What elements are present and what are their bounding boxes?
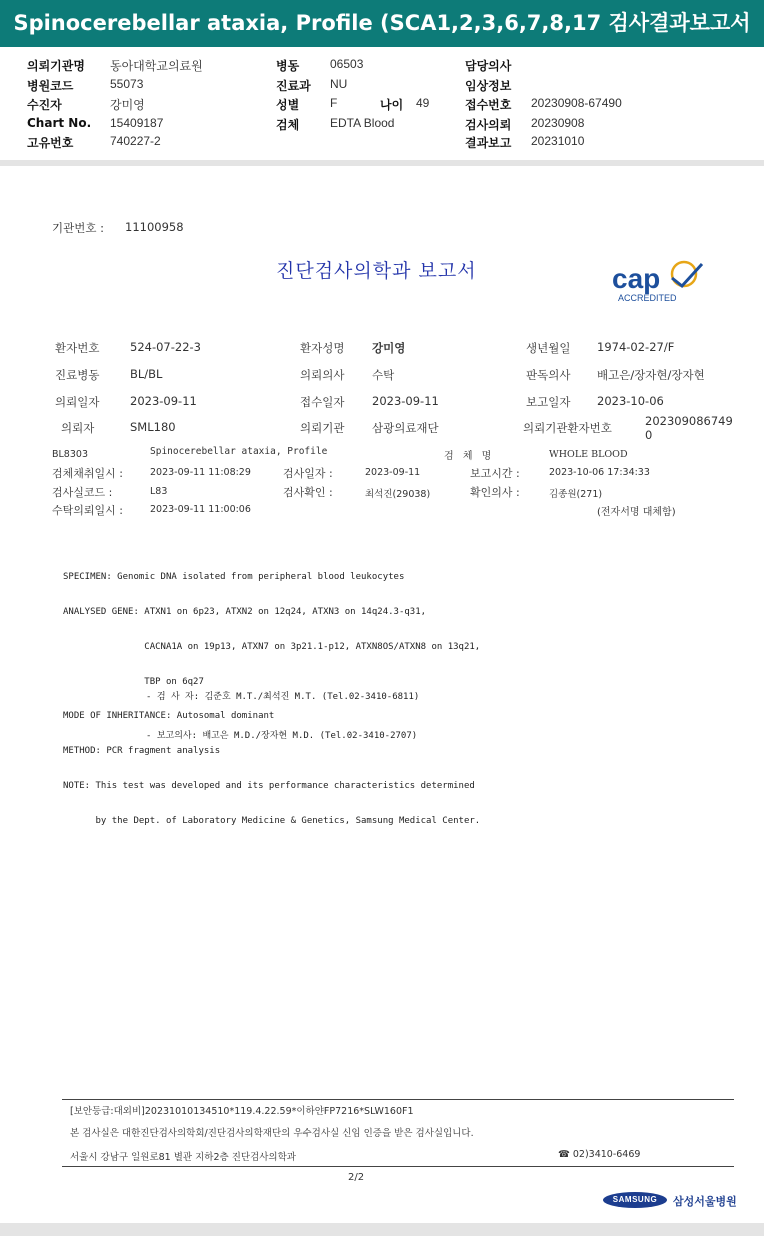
label-patient-name: 환자성명 <box>300 341 345 355</box>
value-age: 49 <box>416 96 430 110</box>
specimen-value: WHOLE BLOOD <box>549 449 628 460</box>
label-result-date: 결과보고 <box>465 136 512 150</box>
value-ordering-doctor: 수탁 <box>372 368 395 382</box>
label-doctor: 담당의사 <box>465 59 512 73</box>
label-sex: 성별 <box>276 98 300 112</box>
value-receipt-date: 2023-09-11 <box>372 394 439 408</box>
value-accession-no: 20230908-67490 <box>531 96 622 110</box>
value-referral-time: 2023-09-11 11:00:06 <box>150 504 251 515</box>
label-hospital-code: 병원코드 <box>27 79 74 93</box>
label-patient-no: 환자번호 <box>55 341 100 355</box>
signature-note: (전자서명 대체함) <box>597 507 676 518</box>
body-line: CACNA1A on 19p13, ATXN7 on 3p21.1-p12, ATXN8OS/ATXN8 on 13q21, <box>63 641 481 652</box>
footer-bottom-rule <box>62 1166 734 1167</box>
value-patient: 강미영 <box>110 98 145 112</box>
body-line: METHOD: PCR fragment analysis <box>63 746 221 757</box>
label-confirm-doctor: 확인의사 : <box>470 486 520 499</box>
page-number: 2/2 <box>348 1172 365 1183</box>
value-report-date: 2023-10-06 <box>597 394 664 408</box>
label-specimen: 검체 <box>276 118 300 132</box>
body-line: ANALYSED GENE: ATXN1 on 6p23, ATXN2 on 12q24, ATXN3 on 14q24.3-q31, <box>63 606 427 617</box>
label-accession-no: 접수번호 <box>465 98 512 112</box>
label-institution: 의뢰기관명 <box>27 59 85 73</box>
scanned-report-page <box>0 166 764 1223</box>
cap-logo-word: cap <box>612 263 661 294</box>
value-institution: 동아대학교의료원 <box>110 59 203 73</box>
test-name: Spinocerebellar ataxia, Profile <box>150 446 328 457</box>
label-chart-no: Chart No. <box>27 116 92 130</box>
specimen-label: 검 체 명 <box>444 451 495 462</box>
value-request-date: 20230908 <box>531 116 585 130</box>
label-request-date: 검사의뢰 <box>465 118 512 132</box>
value-patient-no: 524-07-22-3 <box>130 340 201 354</box>
label-test-confirm: 검사확인 : <box>283 486 333 499</box>
label-test-date: 검사일자 : <box>283 467 333 480</box>
body-line: MODE OF INHERITANCE: Autosomal dominant <box>63 711 275 722</box>
label-reading-doctor: 판독의사 <box>526 368 571 382</box>
body-line: SPECIMEN: Genomic DNA isolated from peripheral blood leukocytes <box>63 572 405 583</box>
label-patient: 수진자 <box>27 98 62 112</box>
footer-top-rule <box>62 1099 734 1100</box>
label-requesting-institution: 의뢰기관 <box>300 421 345 435</box>
value-chart-no: 15409187 <box>110 116 164 130</box>
value-result-date: 20231010 <box>531 134 585 148</box>
value-test-confirm: 최석진(29038) <box>365 489 431 500</box>
value-reading-doctor: 배고은/장자현/장자현 <box>597 368 705 382</box>
value-institution-patient-no: 202309086749 <box>645 414 733 428</box>
label-ordering-doctor: 의뢰의사 <box>300 368 345 382</box>
value-hospital-code: 55073 <box>110 77 144 91</box>
value-report-time: 2023-10-06 17:34:33 <box>549 467 650 478</box>
value-unique-no: 740227-2 <box>110 134 161 148</box>
label-receipt-date: 접수일자 <box>300 395 345 409</box>
cap-accredited-text: ACCREDITED <box>618 293 677 303</box>
value-collection-time: 2023-09-11 11:08:29 <box>150 467 251 478</box>
report-title: 진단검사의학과 보고서 <box>276 260 477 282</box>
staff-block <box>146 665 419 769</box>
phone-line: ☎ 02)3410-6469 <box>558 1149 641 1160</box>
label-order-date: 의뢰일자 <box>55 395 100 409</box>
body-line: TBP on 6q27 <box>63 676 204 687</box>
staff-tester-line: - 검 사 자: 김준호 M.T./최석진 M.T. (Tel.02-3410-6811) <box>146 692 420 702</box>
samsung-hospital-logo <box>603 1190 735 1210</box>
value-test-date: 2023-09-11 <box>365 467 421 478</box>
address-line: 서울시 강남구 일원로81 별관 지하2층 진단검사의학과 <box>70 1152 296 1163</box>
label-lab-code: 검사실코드 : <box>52 486 113 499</box>
label-clinical-info: 임상정보 <box>465 79 512 93</box>
label-department: 진료과 <box>276 79 311 93</box>
samsung-wordmark: SAMSUNG <box>603 1192 667 1208</box>
label-collection-time: 검체채취일시 : <box>52 467 123 480</box>
institution-no: 11100958 <box>125 220 184 234</box>
label-report-date: 보고일자 <box>526 395 571 409</box>
label-referral-time: 수탁의뢰일시 : <box>52 504 123 517</box>
value-order-date: 2023-09-11 <box>130 394 197 408</box>
hospital-name: 삼성서울병원 <box>673 1195 737 1208</box>
security-line: [보안등급:대외비]20231010134510*119.4.22.59*이하얀FP7216*SLW160F1 <box>70 1106 414 1117</box>
label-age: 나이 <box>380 98 404 112</box>
value-sex: F <box>330 96 338 110</box>
value-requesting-institution: 삼광의료재단 <box>372 421 439 435</box>
value-institution-patient-no-cont: 0 <box>645 428 653 442</box>
certification-line: 본 검사실은 대한진단검사의학회/진단검사의학재단의 우수검사실 신임 인증을 받은 검사실입니다. <box>70 1128 474 1139</box>
page-bottom-gap <box>0 1223 764 1236</box>
value-requester: SML180 <box>130 420 176 434</box>
value-patient-name: 강미영 <box>372 341 406 355</box>
label-birthdate: 생년월일 <box>526 341 571 355</box>
value-ward: BL/BL <box>130 367 163 381</box>
test-code: BL8303 <box>52 449 88 460</box>
body-line: NOTE: This test was developed and its performance characteristics determined <box>63 780 475 791</box>
label-institution-patient-no: 의뢰기관환자번호 <box>523 421 612 435</box>
report-header-title: Spinocerebellar ataxia, Profile (SCA1,2,3,6,7,8,17 검사결과보고서 <box>0 0 764 47</box>
label-requester: 의뢰자 <box>61 421 95 435</box>
value-confirm-doctor: 김종원(271) <box>549 489 603 500</box>
value-lab-code: L83 <box>150 486 168 497</box>
staff-reporter-line: - 보고의사: 배고은 M.D./장자현 M.D. (Tel.02-3410-2707) <box>146 731 418 741</box>
label-report-time: 보고시간 : <box>470 467 520 480</box>
value-ward: 06503 <box>330 57 364 71</box>
body-line: by the Dept. of Laboratory Medicine & Genetics, Samsung Medical Center. <box>63 815 481 826</box>
value-department: NU <box>330 77 348 91</box>
cap-accredited-logo <box>610 260 706 308</box>
label-ward: 병동 <box>276 59 300 73</box>
institution-no-label: 기관번호 : <box>52 221 104 235</box>
value-specimen: EDTA Blood <box>330 116 395 130</box>
patient-summary-header <box>0 48 764 158</box>
label-unique-no: 고유번호 <box>27 136 74 150</box>
label-ward: 진료병동 <box>55 368 100 382</box>
value-birthdate: 1974-02-27/F <box>597 340 675 354</box>
